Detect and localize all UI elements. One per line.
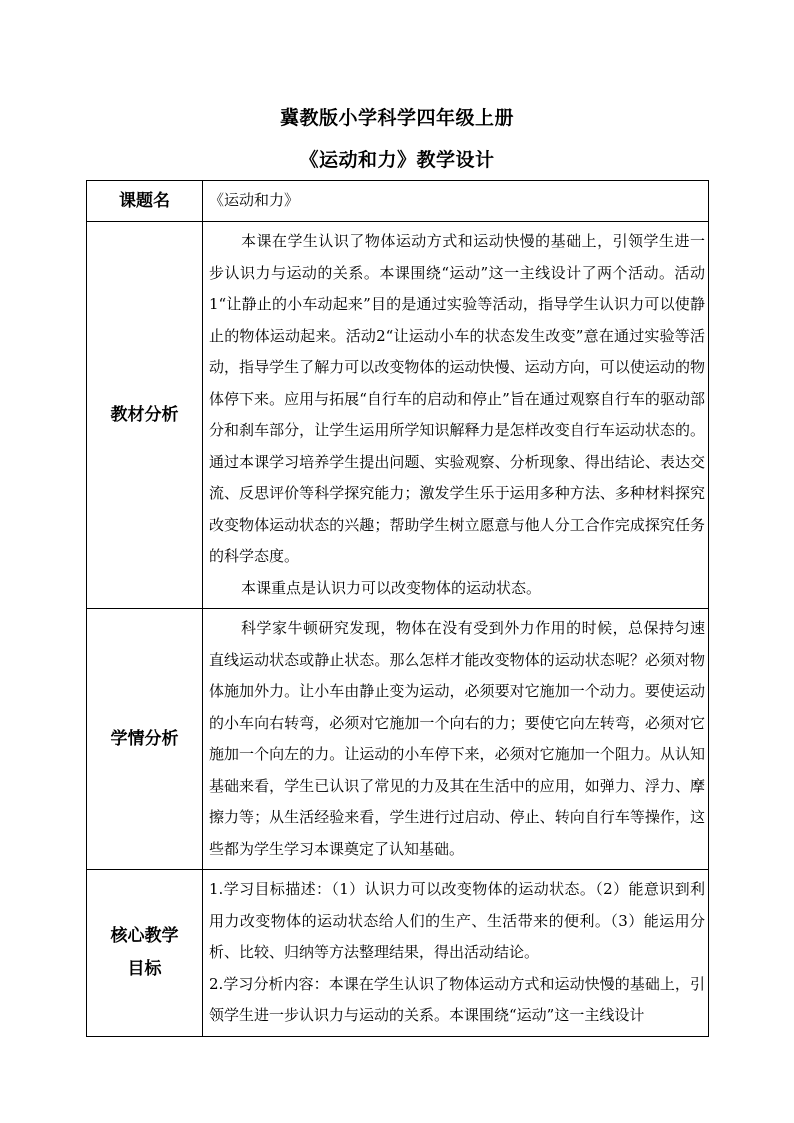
- row-label-textbook-analysis: 教材分析: [87, 222, 203, 609]
- row-label-learner-analysis: 学情分析: [87, 609, 203, 870]
- table-row-core-objectives: [87, 870, 709, 1037]
- table-row-lesson-name: [87, 181, 709, 222]
- row-content-lesson-name: [203, 181, 709, 222]
- document-title: 冀教版小学科学四年级上册: [279, 107, 514, 129]
- lesson-name-text: 《运动和力》: [209, 191, 300, 210]
- row-label-lesson-name: 课题名: [87, 181, 203, 222]
- table-row-textbook-analysis: [87, 222, 709, 609]
- objectives-description: 1.学习目标描述：（1）认识力可以改变物体的运动状态。（2）能意识到利用力改变物体的运动状态给人们的生产、生活带来的便利。（3）能运用分析、比较、归纳等方法整理结果，得出活动结论。: [209, 880, 705, 961]
- textbook-analysis-focus: 本课重点是认识力可以改变物体的运动状态。: [241, 578, 542, 597]
- row-label-core-objectives-line1: 核心教学: [110, 925, 179, 946]
- learner-analysis-paragraph: 科学家牛顿研究发现，物体在没有受到外力作用的时候，总保持匀速直线运动状态或静止状态。那么怎样才能改变物体的运动状态呢？必须对物体施加外力。让小车由静止变为运动，必须要对它施加一个动力。要使运动的小车向右转弯，必须对它施加一个向右的力；要使它向左转弯，必须对它施加一个向左的力。让运动的小车停下来，必须对它施加一个阻力。从认知基础来看，学生已认识了常见的力及其在生活中的应用，如弹力、浮力、摩擦力等；从生活经验来看，学生进行过启动、停止、转向自行车等操作，这些都为学生学习本课奠定了认知基础。: [209, 619, 705, 858]
- lesson-plan-table: [86, 180, 709, 1037]
- row-content-core-objectives: [203, 870, 709, 1037]
- row-content-learner-analysis: [203, 609, 709, 870]
- row-content-textbook-analysis: [203, 222, 709, 609]
- row-label-core-objectives: [87, 870, 203, 1037]
- table-row-learner-analysis: [87, 609, 709, 870]
- textbook-analysis-paragraph: 本课在学生认识了物体运动方式和运动快慢的基础上，引领学生进一步认识力与运动的关系。本课围绕“运动”这一主线设计了两个活动。活动1“让静止的小车动起来”目的是通过实验等活动，指导学生认识力可以使静止的物体运动起来。活动2“让运动小车的状态发生改变”意在通过实验等活动，指导学生了解力可以改变物体的运动快慢、运动方向，可以使运动的物体停下来。应用与拓展“自行车的启动和停止”旨在通过观察自行车的驱动部分和刹车部分，让学生运用所学知识解释力是怎样改变自行车运动状态的。通过本课学习培养学生提出问题、实验观察、分析现象、得出结论、表达交流、反思评价等科学探究能力；激发学生乐于运用多种方法、多种材料探究改变物体运动状态的兴趣；帮助学生树立愿意与他人分工合作完成探究任务的科学态度。: [209, 232, 705, 565]
- objectives-content-analysis: 2.学习分析内容：本课在学生认识了物体运动方式和运动快慢的基础上，引领学生进一步认识力与运动的关系。本课围绕“运动”这一主线设计: [209, 974, 705, 1024]
- row-label-core-objectives-line2: 目标: [127, 958, 162, 979]
- document-subtitle: 《运动和力》教学设计: [299, 149, 495, 171]
